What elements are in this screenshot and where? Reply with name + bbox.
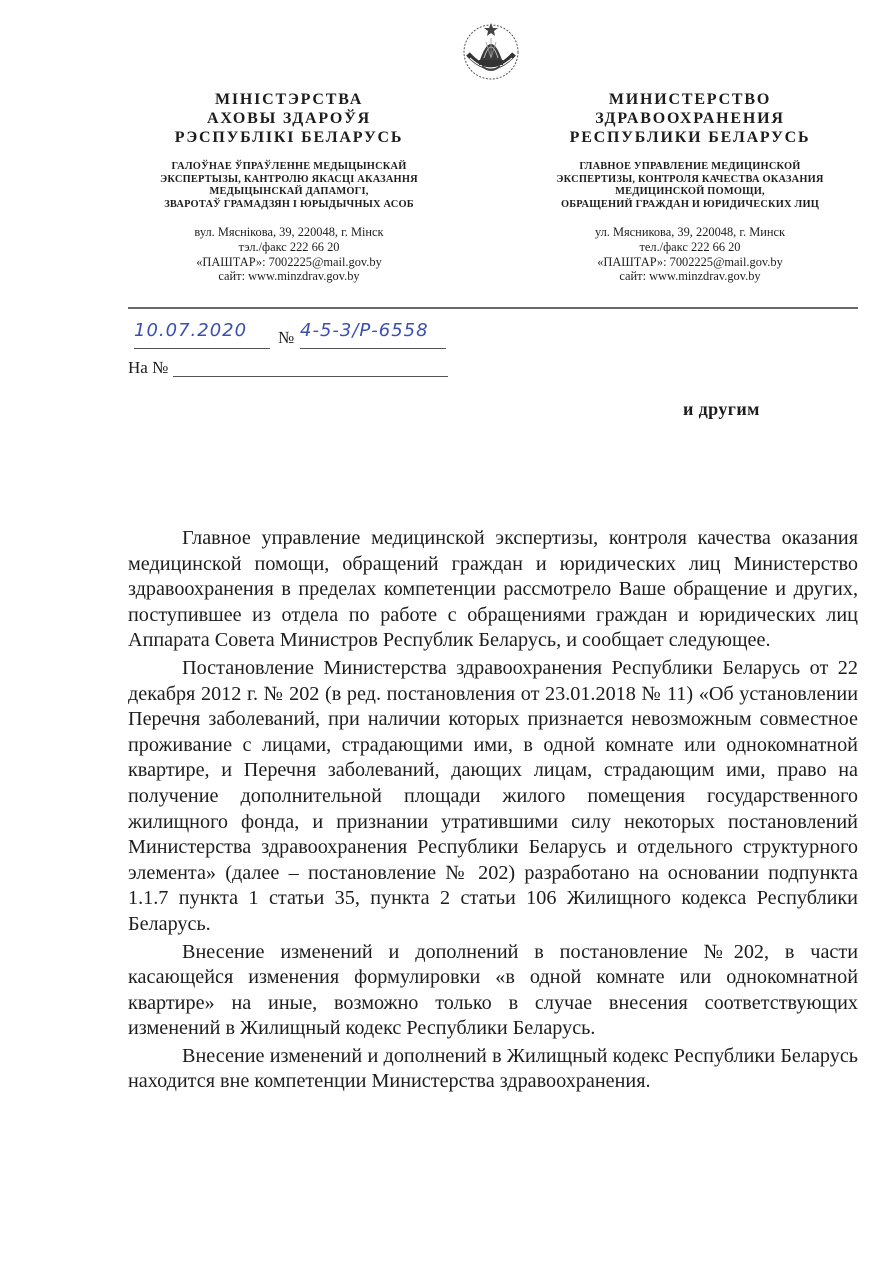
phone: тэл./факс 222 66 20 [238,239,340,254]
reply-to-label: На № [128,358,169,377]
header-russian [520,90,860,284]
header-belarusian [128,90,450,284]
department-name-ru: ГЛАВНОЕ УПРАВЛЕНИЕ МЕДИЦИНСКОЙ ЭКСПЕРТИЗЫ, КОНТРОЛЯ КАЧЕСТВА ОКАЗАНИЯ МЕДИЦИНСКОЙ ПОМОЩИ, ОБРАЩЕНИЙ ГРАЖДАН И ЮРИДИЧЕСКИХ ЛИЦ [556,161,824,210]
phone: тел./факс 222 66 20 [639,239,741,254]
paragraph: Постановление Министерства здравоохранения Республики Беларусь от 22 декабря 2012 г. № 202 (в ред. постановления от 23.01.2018 № 11) «Об установлении Перечня заболеваний, при наличии которых признается невозможным совместное проживание с лицами, страдающими ими, в одной комнате или однокомнатной квартире, и Перечня заболеваний, дающих лицам, страдающим ими, право на получение дополнительной площади жилого помещения государственного жилищного фонда, и признании утратившими силу некоторых постановлений Министерства здравоохранения Республики Беларусь и отдельного структурного элемента» (далее – постановление № 202) разработано на основании подпункта 1.1.7 пункта 1 статьи 35, пункта 2 статьи 106 Жилищного кодекса Республики Беларусь. [128,656,858,935]
contacts-ru [520,225,860,283]
paragraph: Внесение изменений и дополнений в Жилищный кодекс Республики Беларусь находится вне компетенции Министерства здравоохранения. [128,1044,858,1093]
ministry-name-be: МІНІСТЭРСТВА АХОВЫ ЗДАРОЎЯ РЭСПУБЛІКІ БЕЛАРУСЬ [174,91,404,146]
header-divider [128,307,858,309]
paragraph: Внесение изменений и дополнений в постановление №202, в части касающейся изменения формулировки «в одной комнате или однокомнатной квартире» на иные, возможно только в случае внесения соответствующих изменений в Жилищный кодекс Республики Беларусь. [128,940,858,1040]
ministry-name-ru: МИНИСТЕРСТВО ЗДРАВООХРАНЕНИЯ РЕСПУБЛИКИ БЕЛАРУСЬ [569,91,811,146]
website: сайт: www.minzdrav.gov.by [619,269,761,284]
reply-to-field [173,376,448,377]
state-emblem-icon [458,18,524,84]
website: сайт: www.minzdrav.gov.by [218,269,360,284]
handwritten-number: 4-5-3/Р-6558 [300,320,429,341]
letter-body [128,526,858,1095]
department-name-be: ГАЛОЎНАЕ ЎПРАЎЛЕННЕ МЕДЫЦЫНСКАЙ ЭКСПЕРТЫЗЫ, КАНТРОЛЮ ЯКАСЦІ АКАЗАННЯ МЕДЫЦЫНСКАЙ ДАПАМОГІ, ЗВАРОТАЎ ГРАМАДЗЯН І ЮРЫДЫЧНЫХ АСОБ [160,161,418,210]
email: «ПАШТАР»: 7002225@mail.gov.by [597,254,783,269]
address: ул. Мясникова, 39, 220048, г. Минск [594,225,786,240]
addressee: и другим [683,399,760,419]
paragraph: Главное управление медицинской экспертизы, контроля качества оказания медицинской помощи, обращений граждан и юридических лиц Министерство здравоохранения в пределах компетенции рассмотрело Ваше обращение и других, поступившее из отдела по работе с обращениями граждан и юридических лиц Аппарата Совета Министров Республик Беларусь, и сообщает следующее. [128,527,858,652]
registration-date-field [134,320,270,349]
contacts-be [128,225,450,283]
registration-number-field [300,320,446,349]
handwritten-date: 10.07.2020 [134,320,248,341]
number-sign: № [278,328,295,347]
address: вул. Мяснікова, 39, 220048, г. Мінск [194,225,384,240]
email: «ПАШТАР»: 7002225@mail.gov.by [196,254,382,269]
